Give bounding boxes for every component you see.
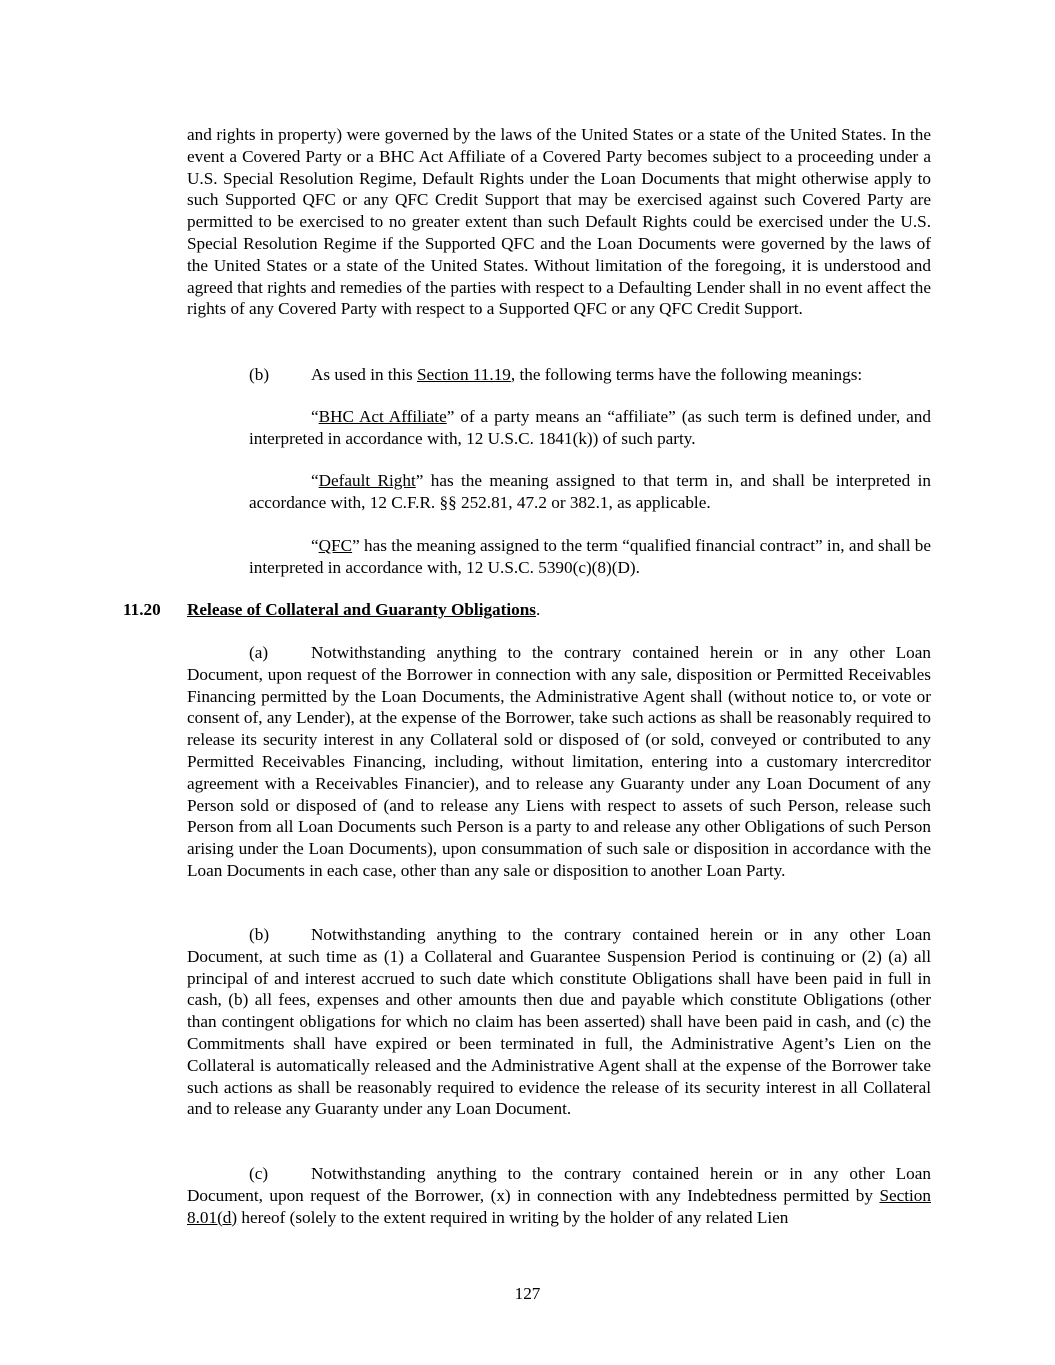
subsection-text: Notwithstanding anything to the contrary contained herein or in any other Loan Document, upon request of the Borrower, (x) in connection with any Indebtedness permitted by <box>187 1164 931 1205</box>
subsection-label: (a) <box>249 643 269 662</box>
subsection-label: (b) <box>249 365 270 384</box>
subsection-text: Notwithstanding anything to the contrary contained herein or in any other Loan Document, at such time as (1) a Collateral and Guarantee Suspension Period is continuing or (2) (a) all principal of and interest accrued to such date which constitute Obligations shall have been paid in full in cash, (b) all fees, expenses and other amounts then due and payable which constitute Obligations (other than contingent obligations for which no claim has been asserted) shall have been paid in cash, and (c) the Commitments shall have expired or been terminated in full, the Administrative Agent’s Lien on the Collateral is automatically released and the Administrative Agent shall at the expense of the Borrower take such actions as shall be reasonably required to evidence the release of its security interest in all Collateral and to release any Guaranty under any Loan Document. <box>187 925 931 1119</box>
subsection-a <box>187 642 931 882</box>
section-title: Release of Collateral and Guaranty Obligations <box>187 600 536 619</box>
subsection-b-intro: (b) As used in this Section 11.19, the following terms have the following meanings: <box>249 365 863 384</box>
document-page: and rights in property) were governed by the laws of the United States or a state of the United States. In the event a Covered Party or a BHC Act Affiliate of a Covered Party becomes subject to a proceeding under a U.S. Special Resolution Regime, Default Rights under the Loan Documents that might otherwise apply to such Supported QFC or any QFC Credit Support that may be exercised against such Covered Party are permitted to be exercised to no greater extent than such Default Rights could be exercised under the U.S. Special Resolution Regime if the Supported QFC and the Loan Documents were governed by the laws of the United States or a state of the United States. Without limitation of the foregoing, it is understood and agreed that rights and remedies of the parties with respect to a Defaulting Lender shall in no event affect the rights of any Covered Party with respect to a Supported QFC or any QFC Credit Support. (b) As used in this Section 11.19, the following terms have the following meanings: “BHC Act Affiliate” of a party means an “affiliate” (as such term is defined under, and interpreted in accordance with, 12 U.S.C. 1841(k)) of such party. “Default Right” has the meaning assigned to that term in, and shall be interpreted in accordance with, 12 C.F.R. §§ 252.81, 47.2 or 382.1, as applicable. “QFC” has the meaning assigned to the term “qualified financial contract” in, and shall be interpreted in accordance with, 12 U.S.C. 5390(c)(8)(D). 11.20 Release of Collateral and Guaranty Obligations. (a) Notwithstanding anything to the contrary contained herein or in any other Loan Document, upon request of the Borrower in connection with any sale, disposition or Permitted Receivables Financing permitted by the Loan Documents, the Administrative Agent shall (without notice to, or vote or consent of, any Lender), at the expense of the Borrower, take such actions as shall be reasonably required to release its security interest in any Collateral sold or disposed of (or sold, conveyed or contributed to any Permitted Receivables Financing, including, without limitation, entering into a customary intercreditor agreement with a Receivables Financier), and to release any Guaranty under any Loan Document of any Person sold or disposed of (and to release any Liens with respect to assets of such Person, release such Person from all Loan Documents such Person is a party to and release any other Obligations of such Person arising under the Loan Documents), upon consummation of such sale or disposition in accordance with the Loan Documents in each case, other than any sale or disposition to another Loan Party. (b) Notwithstanding anything to the contrary contained herein or in any other Loan Document, at such time as (1) a Collateral and Guarantee Suspension Period is continuing or (2) (a) all principal of and interest accrued to such date which constitute Obligations shall have been paid in full in cash, (b) all fees, expenses and other amounts then due and payable which constitute Obligations (other than contingent obligations for which no claim has been asserted) shall have been paid in cash, and (c) the Commitments shall have expired or been terminated in full, the Administrative Agent’s Lien on the Collateral is automatically released and the Administrative Agent shall at the expense of the Borrower take such actions as shall be reasonably required to evidence the release of its security interest in all Collateral and to release any Guaranty under any Loan Document. (c) Notwithstanding anything to the contrary contained herein or in any other Loan Document, upon request of the Borrower, (x) in connection with any Indebtedness permitted by Section 8.01(d) hereof (solely to the extent required in writing by the holder of any related Lien 127 <box>0 0 1055 1365</box>
definition-qfc: “QFC” has the meaning assigned to the term “qualified financial contract” in, and shall be interpreted in accordance with, 12 U.S.C. 5390(c)(8)(D). <box>249 536 931 577</box>
paragraph-continuation <box>187 124 931 320</box>
subsection-c: (c) Notwithstanding anything to the contrary contained herein or in any other Loan Document, upon request of the Borrower, (x) in connection with any Indebtedness permitted by Section 8.01(d) hereof (solely to the extent required in writing by the holder of any related Lien <box>187 1164 931 1227</box>
defined-term: Default Right <box>318 471 416 490</box>
paragraph-text: and rights in property) were governed by the laws of the United States or a state of the United States. In the event a Covered Party or a BHC Act Affiliate of a Covered Party becomes subject to a proceeding under a U.S. Special Resolution Regime, Default Rights under the Loan Documents that might otherwise apply to such Supported QFC or any QFC Credit Support that may be exercised against such Covered Party are permitted to be exercised to no greater extent than such Default Rights could be exercised under the U.S. Special Resolution Regime if the Supported QFC and the Loan Documents were governed by the laws of the United States or a state of the United States. Without limitation of the foregoing, it is understood and agreed that rights and remedies of the parties with respect to a Defaulting Lender shall in no event affect the rights of any Covered Party with respect to a Supported QFC or any QFC Credit Support. <box>187 125 931 319</box>
defined-term: BHC Act Affiliate <box>318 407 447 426</box>
defined-term: QFC <box>318 536 353 555</box>
subsection-text: Notwithstanding anything to the contrary contained herein or in any other Loan Document, upon request of the Borrower in connection with any sale, disposition or Permitted Receivables Financing permitted by the Loan Documents, the Administrative Agent shall (without notice to, or vote or consent of, any Lender), at the expense of the Borrower, take such actions as shall be reasonably required to release its security interest in any Collateral sold or disposed of (or sold, conveyed or contributed to any Permitted Receivables Financing, including, without limitation, entering into a customary intercreditor agreement with a Receivables Financier), and to release any Guaranty under any Loan Document of any Person sold or disposed of (and to release any Liens with respect to assets of such Person, release such Person from all Loan Documents such Person is a party to and release any other Obligations of such Person arising under the Loan Documents), upon consummation of such sale or disposition in accordance with the Loan Documents in each case, other than any sale or disposition to another Loan Party. <box>187 643 931 880</box>
subsection-label: (c) <box>249 1164 269 1183</box>
subsection-label: (b) <box>249 925 270 944</box>
section-reference-link[interactable]: Section 11.19 <box>417 365 511 384</box>
definition-default-right: “Default Right” has the meaning assigned to that term in, and shall be interpreted in accordance with, 12 C.F.R. §§ 252.81, 47.2 or 382.1, as applicable. <box>249 471 931 512</box>
definition-bhc-act-affiliate: “BHC Act Affiliate” of a party means an “affiliate” (as such term is defined under, and interpreted in accordance with, 12 U.S.C. 1841(k)) of such party. <box>249 407 931 448</box>
section-reference-link[interactable]: Section 8.01(d) <box>187 1185 931 1227</box>
section-number: 11.20 <box>123 600 161 619</box>
subsection-b <box>187 924 931 1120</box>
page-number: 127 <box>514 1284 541 1303</box>
